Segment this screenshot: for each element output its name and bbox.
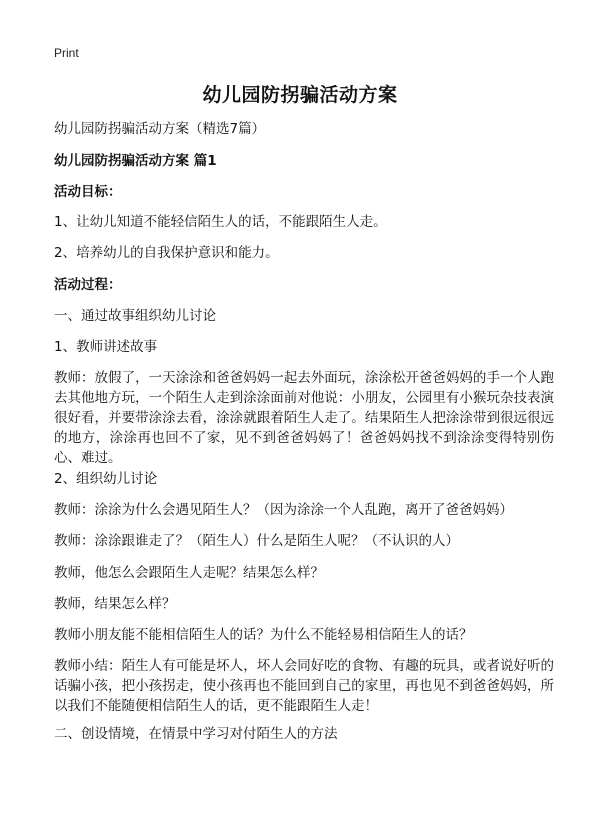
step-heading-2: 二、创设情境，在情景中学习对付陌生人的方法 <box>54 726 338 742</box>
goal-item-1: 1、让幼儿知道不能轻信陌生人的话，不能跟陌生人走。 <box>54 214 387 230</box>
step-subheading-1-1: 1、教师讲述故事 <box>54 339 158 355</box>
discussion-question-4: 教师，结果怎么样？ <box>54 596 176 612</box>
teacher-summary-paragraph: 教师小结：陌生人有可能是坏人，坏人会同好吃的食物、有趣的玩具，或者说好听的话骗小孩，把小孩拐走，使小孩再也不能回到自己的家里，再也见不到爸爸妈妈，所以我们不能随便相信陌生人的话，更不能跟陌生人走！ <box>54 658 554 714</box>
step-subheading-1-2: 2、组织幼儿讨论 <box>54 471 158 487</box>
step-heading-1: 一、通过故事组织幼儿讨论 <box>54 308 216 324</box>
goals-heading: 活动目标： <box>54 184 122 200</box>
discussion-question-5: 教师小朋友能不能相信陌生人的话？为什么不能轻易相信陌生人的话？ <box>54 627 473 643</box>
process-heading: 活动过程： <box>54 277 122 293</box>
document-title: 幼儿园防拐骗活动方案 <box>202 84 398 106</box>
print-label: Print <box>54 46 79 60</box>
discussion-question-1: 教师：涂涂为什么会遇见陌生人？（因为涂涂一个人乱跑，离开了爸爸妈妈） <box>54 502 513 518</box>
discussion-question-2: 教师：涂涂跟谁走了？（陌生人）什么是陌生人呢？（不认识的人） <box>54 533 459 549</box>
story-paragraph: 教师：放假了，一天涂涂和爸爸妈妈一起去外面玩，涂涂松开爸爸妈妈的手一个人跑去其他地方玩，一个陌生人走到涂涂面前对他说：小朋友，公园里有小猴玩杂技表演很好看，并要带涂涂去看，涂涂就跟着陌生人走了。结果陌生人把涂涂带到很远很远的地方，涂涂再也回不了家，见不到爸爸妈妈了！爸爸妈妈找不到涂涂变得特别伤心、难过。 <box>54 370 554 466</box>
discussion-question-3: 教师，他怎么会跟陌生人走呢？结果怎么样？ <box>54 565 324 581</box>
document-subtitle: 幼儿园防拐骗活动方案（精选7篇） <box>54 121 266 137</box>
goal-item-2: 2、培养幼儿的自我保护意识和能力。 <box>54 245 279 261</box>
section-heading: 幼儿园防拐骗活动方案 篇1 <box>54 153 217 169</box>
